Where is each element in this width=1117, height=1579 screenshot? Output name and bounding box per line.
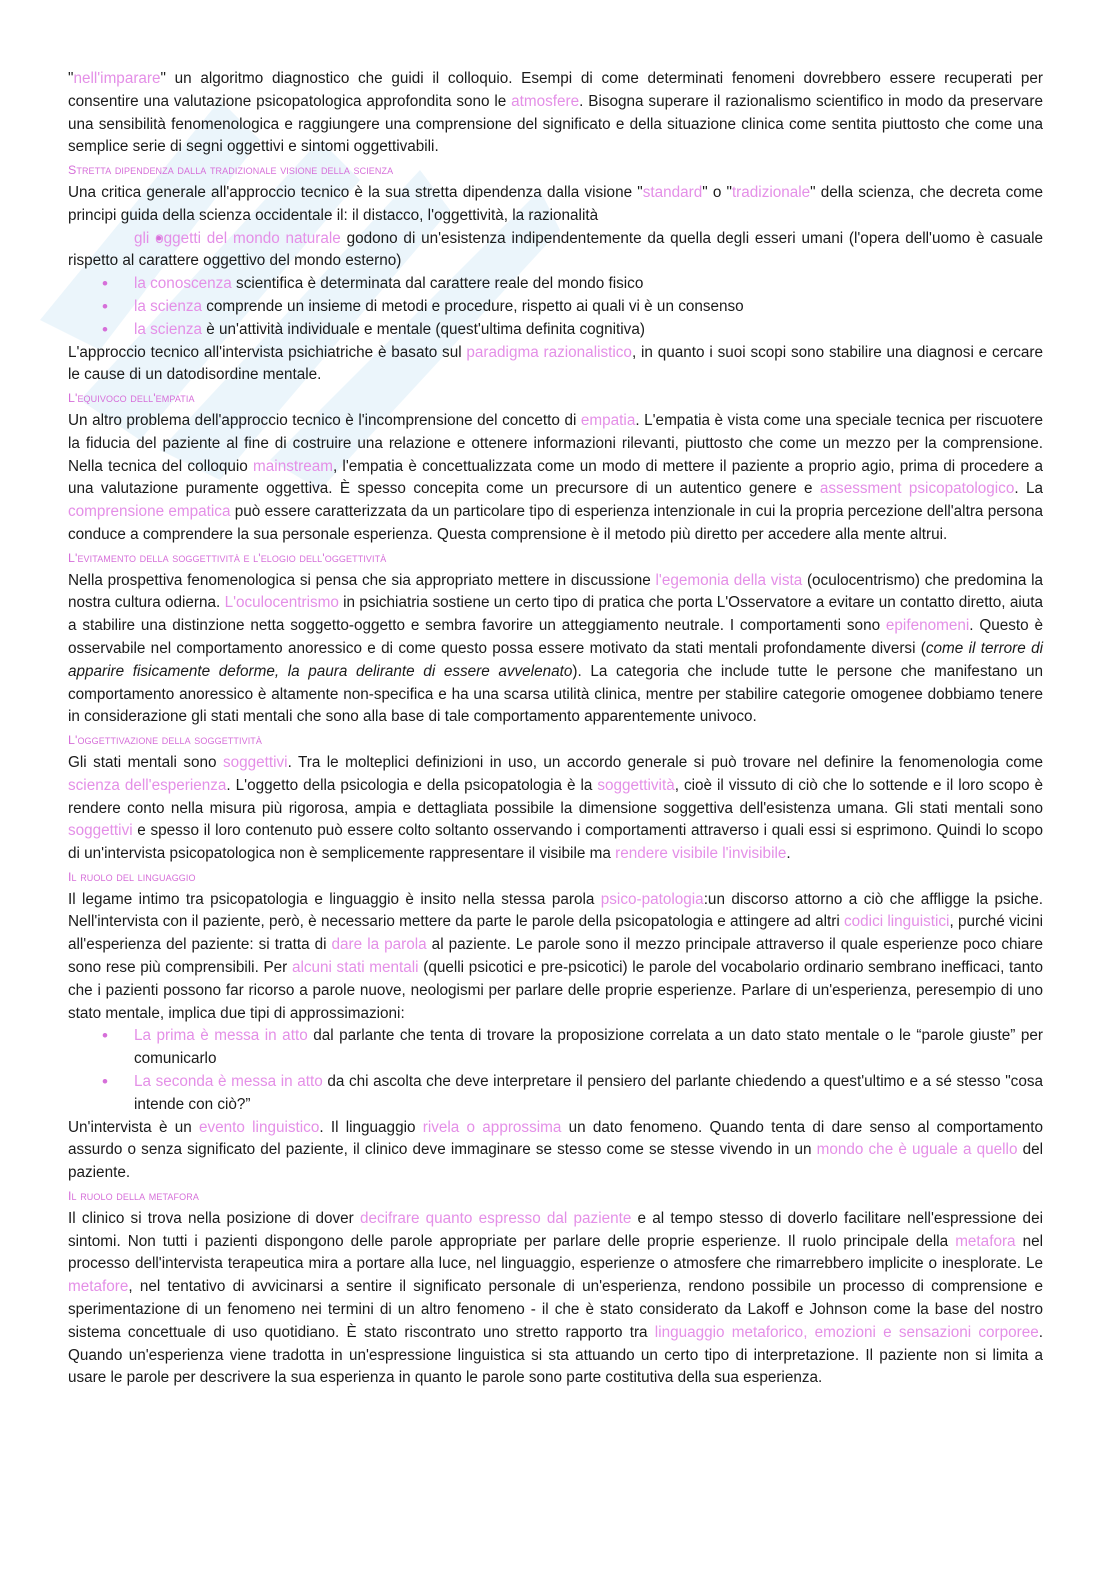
keyword: soggettivi <box>222 753 288 771</box>
keyword: assessment psicopatologico <box>819 480 1015 498</box>
list-item: • la conoscenza scientifica è determinata dal carattere reale del mondo fisico <box>68 273 1043 296</box>
italic-example: come il terrore di apparire fisicamente deforme, la paura delirante di essere avvelenato <box>68 639 1043 680</box>
keyword: L'oculocentrismo <box>224 594 339 612</box>
section-heading-scienza: Stretta dipendenza dalla tradizionale visione della scienza <box>68 163 394 178</box>
bullet-list-scienza <box>68 228 1043 342</box>
keyword: paradigma razionalistico <box>466 343 632 361</box>
keyword: decifrare quanto espresso dal paziente <box>359 1209 632 1227</box>
keyword: la conoscenza <box>134 275 232 293</box>
keyword: empatia <box>580 411 636 429</box>
intro-paragraph: "nell'imparare" un algoritmo diagnostico che guidi il colloquio. Esempi di come determinati fenomeni dovrebbero essere recuperati per consentire una valutazione psicopatologica approfondita sono le atmosfere. Bisogna superare il razionalismo scientifico in modo da preservare una sensibilità fenomenologica e raggiungere una comprensione del significato e della situazione clinica come sentita piuttosto che come una semplice serie di segni oggettivi e sintomi oggettivabili. <box>68 70 1043 156</box>
bullet-list-linguaggio <box>68 1025 1043 1116</box>
keyword: soggettivi <box>68 822 133 840</box>
keyword: La prima è messa in atto <box>134 1027 308 1045</box>
section-paragraph: Un'intervista è un evento linguistico. Il linguaggio rivela o approssima un dato fenomeno. Quando tenta di dare senso al comportamento assurdo o senza significato del paziente, il clinico deve immaginare se stesso come se stesse vivendo in un mondo che è uguale a quello del paziente. <box>68 1118 1044 1182</box>
section-paragraph: L'approccio tecnico all'intervista psichiatriche è basato sul paradigma razionalistico, in quanto i suoi scopi sono stabilire una diagnosi e cercare le cause di un datodisordine mentale. <box>68 343 1044 384</box>
section-paragraph: Il clinico si trova nella posizione di dover decifrare quanto espresso dal paziente e al tempo stesso di doverlo facilitare nell'espressione dei sintomi. Non tutti i pazienti dispongono delle parole appropriate per parlare delle proprie esperienze. Il ruolo principale della metafora nel processo dell'intervista terapeutica mira a portare alla luce, nel linguaggio, esperienze o atmosfere che rimarrebbero implicite o inesplorate. Le metafore, nel tentativo di avvicinarsi a sentire il significato personale di un'esperienza, rendono possibile un processo di comprensione e sperimentazione di un fenomeno nei termini di un altro fenomeno - il che è stato considerato da Lakoff e Johnson come la base del nostro sistema concettuale di uso quotidiano. È stato riscontrato uno stretto rapporto tra linguaggio metaforico, emozioni e sensazioni corporee. Quando un'esperienza viene tradotta in un'espressione linguistica si sta attuando un certo tipo di interpretazione. Il paziente non si limita a usare le parole per descrivere la sua esperienza in quanto le parole sono parte costitutiva della sua esperienza. <box>68 1209 1043 1387</box>
keyword: metafora <box>955 1232 1016 1250</box>
section-paragraph: Una critica generale all'approccio tecnico è la sua stretta dipendenza dalla visione "standard" o "tradizionale" della scienza, che decreta come principi guida della scienza occidentale il: il distacco, l'oggettività, la razionalità <box>68 183 1043 224</box>
list-item: • gli oggetti del mondo naturale godono di un'esistenza indipendentemente da quella degli esseri umani (l'opera dell'uomo è casuale rispetto al carattere oggettivo del mondo esterno) <box>68 228 1043 274</box>
keyword: la scienza <box>134 320 203 338</box>
list-item: • La prima è messa in atto dal parlante che tenta di trovare la proposizione correlata a un dato stato mentale o le “parole giuste” per comunicarlo <box>68 1025 1043 1071</box>
keyword: nell'imparare <box>73 70 161 87</box>
section-paragraph: Il legame intimo tra psicopatologia e linguaggio è insito nella stessa parola psico-patologia:un discorso attorno a ciò che affligge la psiche. Nell'intervista con il paziente, però, è necessario mettere da parte le parole della psicopatologia e attingere ad altri codici linguistici, purché vicini all'esperienza del paziente: si tratta di dare la parola al paziente. Le parole sono il mezzo principale attraverso il quale esperienze poco chiare sono rese più comprensibili. Per alcuni stati mentali (quelli psicotici e pre-psicotici) le parole del vocabolario ordinario sembrano inefficaci, tanto che i pazienti possono far ricorso a parole nuove, neologismi per parlare delle proprie esperienze. Parlare di un'esperienza, peresempio di uno stato mentale, implica due tipi di approssimazioni: <box>68 890 1043 1022</box>
keyword: mainstream <box>253 457 333 475</box>
keyword: metafore <box>68 1278 129 1296</box>
keyword: la scienza <box>134 297 203 315</box>
section-heading-soggettivita: L'evitamento della soggettività e l'elogio dell'oggettività <box>68 550 387 565</box>
document-body <box>68 68 1043 1390</box>
keyword: codici linguistici <box>844 913 950 931</box>
keyword: rendere visibile l'invisibile <box>615 845 787 863</box>
keyword: dare la parola <box>331 936 427 954</box>
section-paragraph: Gli stati mentali sono soggettivi. Tra le molteplici definizioni in uso, un accordo generale si può trovare nel definire la fenomenologia come scienza dell'esperienza. L'oggetto della psicologia e della psicopatologia è la soggettività, cioè il vissuto di ciò che lo sottende e il loro scopo è rendere conto nella misura più rigorosa, ampia e dettagliata possibile la dimensione soggettiva dell'esistenza umana. Gli stati mentali sono soggettivi e spesso il loro contenuto può essere colto soltanto osservando i comportamenti attraverso i quali essi si esprimono. Quindi lo scopo di un'intervista psicopatologica non è semplicemente rappresentare il visibile ma rendere visibile l'invisibile. <box>68 753 1044 863</box>
keyword: epifenomeni <box>885 617 970 635</box>
keyword: scienza dell'esperienza <box>68 776 227 794</box>
section-paragraph: Un altro problema dell'approccio tecnico è l'incomprensione del concetto di empatia. L'empatia è vista come una speciale tecnica per riscuotere la fiducia del paziente al fine di costruire una relazione e ottenere informazioni rilevanti, piuttosto che come un mezzo per la comprensione. Nella tecnica del colloquio mainstream, l'empatia è concettualizzata come un modo di mettere il paziente a proprio agio, prima di procedere a una valutazione puramente oggettiva. È spesso concepita come un precursore di un autentico genere e assessment psicopatologico. La comprensione empatica può essere caratterizzata da un particolare tipo di esperienza intenzionale in cui la propria percezione dell'altra persona conduce a comprendere la sua personale esperienza. Questa comprensione è il metodo più diretto per accedere alla mente altrui. <box>68 411 1043 543</box>
keyword: soggettività <box>597 776 675 794</box>
list-item: • la scienza è un'attività individuale e mentale (quest'ultima definita cognitiva) <box>68 319 1043 342</box>
section-paragraph: Nella prospettiva fenomenologica si pensa che sia appropriato mettere in discussione l'egemonia della vista (oculocentrismo) che predomina la nostra cultura odierna. L'oculocentrismo in psichiatria sostiene un certo tipo di pratica che porta L'Osservatore a evitare un contatto diretto, aiuta a stabilire una distinzione netta soggetto-oggetto e sembra favorire un atteggiamento neutrale. I comportamenti sono epifenomeni. Questo è osservabile nel comportamento anoressico e di come questo possa essere motivato da stati mentali profondamente diversi (come il terrore di apparire fisicamente deforme, la paura delirante di essere avvelenato). La categoria che include tutte le persone che manifestano un comportamento anoressico è altamente non-specifica e ha una scarsa utilità clinica, mentre per stabilire categorie omogenee dobbiamo tenere in considerazione gli stati mentali che sono alla base di tale comportamento apparentemente univoco. <box>68 571 1044 726</box>
keyword: evento linguistico <box>198 1118 320 1136</box>
section-heading-linguaggio: Il ruolo del linguaggio <box>68 869 196 884</box>
keyword: comprensione empatica <box>68 503 231 521</box>
keyword: linguaggio metaforico, emozioni e sensazioni corporee <box>654 1323 1039 1341</box>
keyword: La seconda è messa in atto <box>134 1073 323 1091</box>
keyword: l'egemonia della vista <box>655 571 803 589</box>
keyword: gli oggetti del mondo naturale <box>134 229 341 247</box>
list-item: • La seconda è messa in atto da chi ascolta che deve interpretare il pensiero del parlante chiedendo a quest'ultimo e a sé stesso "cosa intende con ciò?” <box>68 1071 1043 1117</box>
keyword: alcuni stati mentali <box>291 959 419 977</box>
keyword: standard <box>642 183 703 201</box>
list-item: • la scienza comprende un insieme di metodi e procedure, rispetto ai quali vi è un consenso <box>68 296 1043 319</box>
keyword: mondo che è uguale a quello <box>816 1141 1018 1159</box>
section-heading-oggettivazione: L'oggettivazione della soggettività <box>68 733 263 748</box>
section-heading-empatia: L'equivoco dell'empatia <box>68 391 195 406</box>
keyword: rivela o approssima <box>422 1118 562 1136</box>
keyword: atmosfere <box>511 92 580 110</box>
section-heading-metafora: Il ruolo della metafora <box>68 1189 199 1204</box>
keyword: tradizionale <box>731 183 811 201</box>
keyword: psico-patologia <box>600 890 704 908</box>
